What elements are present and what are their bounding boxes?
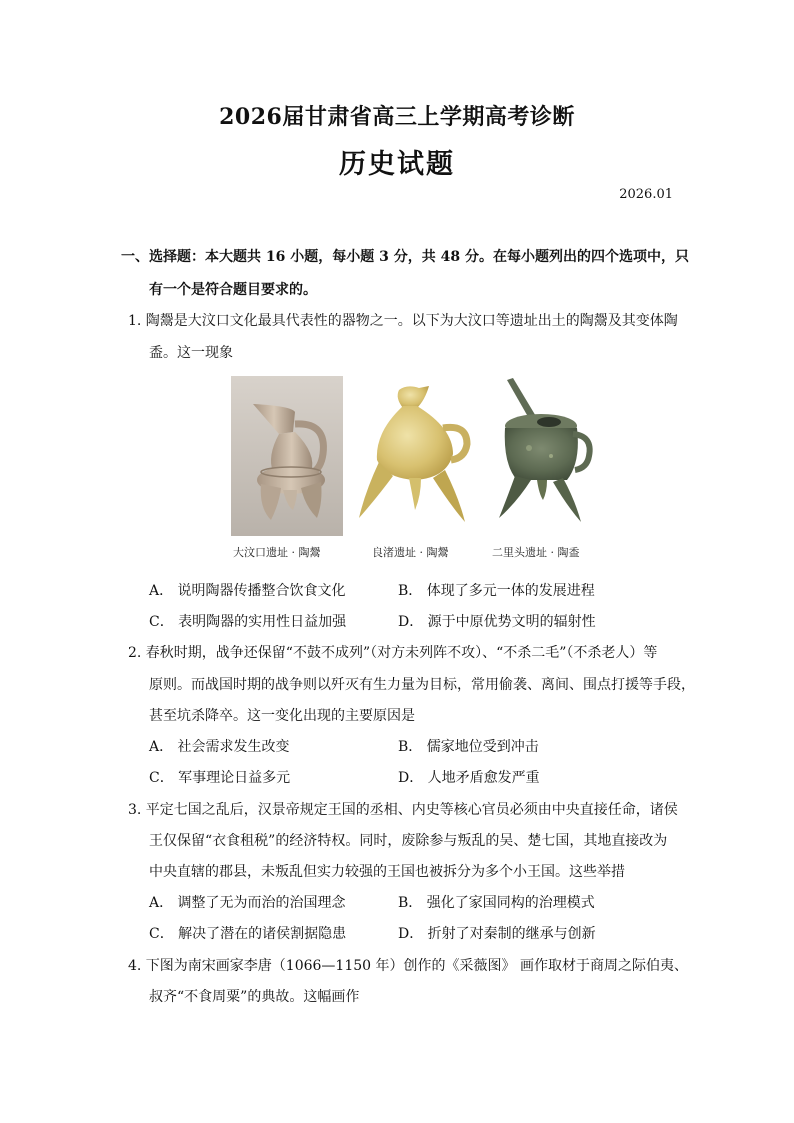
q3-option-a[interactable]: A． 调整了无为而治的治国理念: [149, 895, 346, 911]
q1-option-d[interactable]: D． 源于中原优势文明的辐射性: [398, 614, 596, 630]
q1-figure-group: [231, 376, 601, 566]
q2-option-c[interactable]: C． 军事理论日益多元: [149, 770, 291, 786]
q4-stem-line-1: 4. 下图为南宋画家李唐（1066—1150 年）创作的《采薇图》 画作取材于商周之际伯夷、: [128, 958, 688, 974]
q3-option-c[interactable]: C． 解决了潜在的诸侯割据隐患: [149, 926, 347, 942]
q1-option-a[interactable]: A． 说明陶器传播整合饮食文化: [149, 583, 346, 599]
q3-stem-line-3: 中央直辖的郡县，未叛乱但实力较强的王国也被拆分为多个小王国。这些举措: [149, 864, 625, 880]
section-instruction-line-1: 一、选择题：本大题共 16 小题，每小题 3 分，共 48 分。在每小题列出的四个选项中，只: [121, 249, 689, 265]
dawenkou-gui-image: [231, 376, 343, 536]
q2-option-b[interactable]: B． 儒家地位受到冲击: [398, 739, 539, 755]
q3-option-b[interactable]: B． 强化了家国同构的治理模式: [398, 895, 595, 911]
section-instruction-line-2: 有一个是符合题目要求的。: [149, 282, 317, 298]
q2-stem-line-1: 2. 春秋时期，战争还保留“不鼓不成列”（对方未列阵不攻）、“不杀二毛”（不杀老人）等: [128, 645, 658, 661]
exam-title: 2026届甘肃省高三上学期高考诊断: [219, 104, 575, 130]
q1-option-c[interactable]: C． 表明陶器的实用性日益加强: [149, 614, 347, 630]
q3-stem-line-2: 王仅保留“衣食租税”的经济特权。同时，废除参与叛乱的吴、楚七国，其地直接改为: [149, 833, 668, 849]
figure-caption-dawenkou: 大汶口遗址 · 陶鬶: [233, 546, 321, 559]
q1-option-b[interactable]: B． 体现了多元一体的发展进程: [398, 583, 595, 599]
q3-stem-line-1: 3. 平定七国之乱后，汉景帝规定王国的丞相、内史等核心官员必须由中央直接任命，诸侯: [128, 802, 678, 818]
q4-stem-line-2: 叔齐“不食周粟”的典故。这幅画作: [149, 989, 360, 1005]
figure-caption-liangzhu: 良渚遗址 · 陶鬶: [372, 546, 449, 559]
liangzhu-gui-image: [355, 382, 477, 532]
q2-stem-line-2: 原则。而战国时期的战争则以歼灭有生力量为目标，常用偷袭、离间、围点打援等手段，: [149, 677, 695, 693]
erlitou-he-image: [489, 376, 599, 536]
q1-stem-line-1: 1. 陶鬶是大汶口文化最具代表性的器物之一。以下为大汶口等遗址出土的陶鬶及其变体陶: [128, 313, 678, 329]
q2-stem-line-3: 甚至坑杀降卒。这一变化出现的主要原因是: [149, 708, 415, 724]
exam-subject-title: 历史试题: [339, 149, 455, 180]
figure-caption-erlitou: 二里头遗址 · 陶盉: [492, 546, 580, 559]
q2-option-d[interactable]: D． 人地矛盾愈发严重: [398, 770, 540, 786]
q2-option-a[interactable]: A． 社会需求发生改变: [149, 739, 290, 755]
q1-stem-line-2: 盉。这一现象: [149, 345, 233, 361]
q3-option-d[interactable]: D． 折射了对秦制的继承与创新: [398, 926, 596, 942]
exam-date: 2026.01: [619, 187, 673, 202]
